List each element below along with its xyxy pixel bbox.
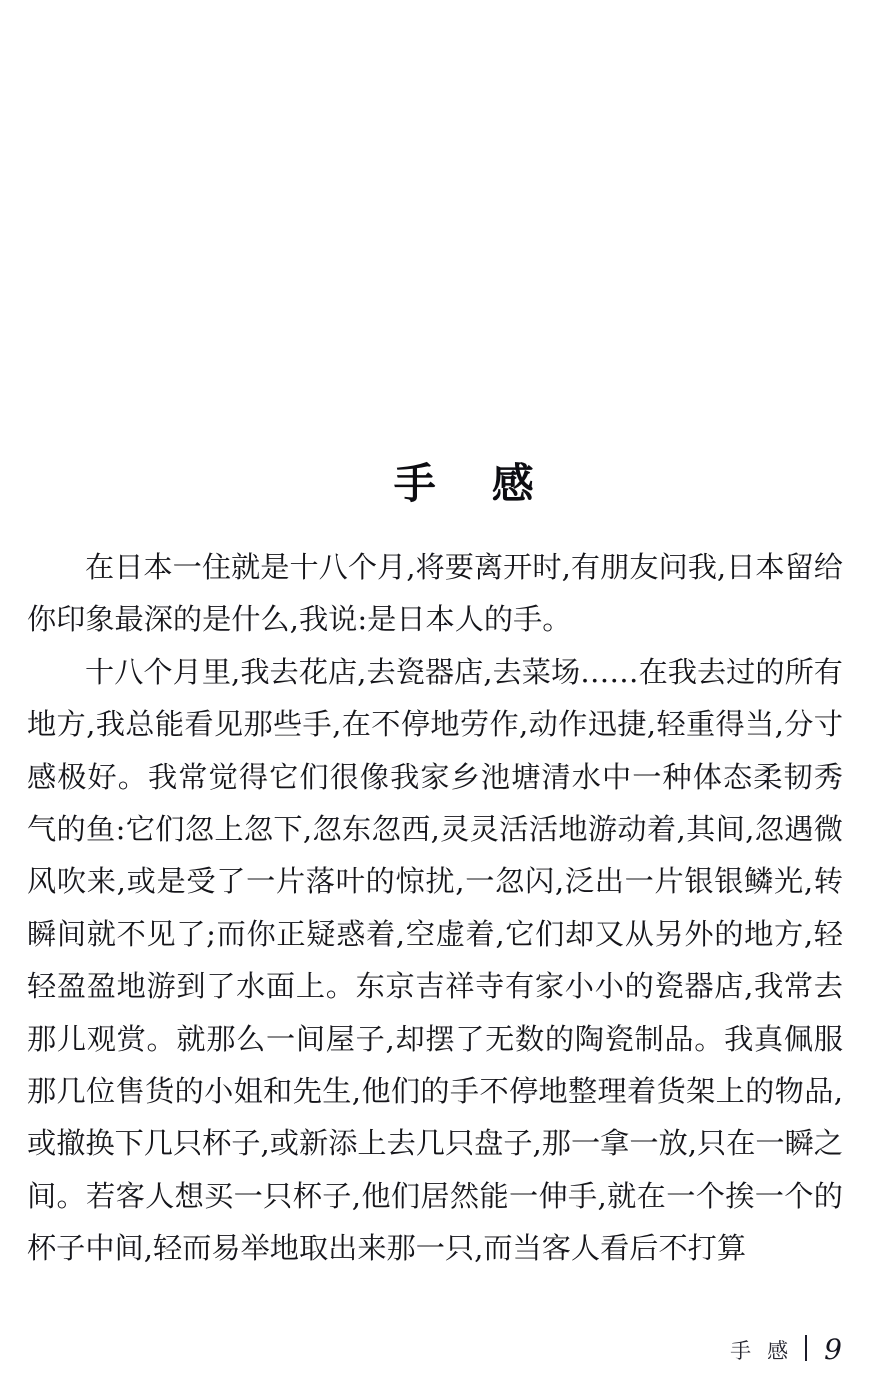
chapter-title [0,406,869,562]
page-footer [0,1333,842,1366]
paragraph-1-text: 在日本一住就是十八个月,将要离开时,有朋友问我,日本留给你印象最深的是什么,我说:是日本人的手。 [27,550,843,637]
paragraph-2-text: 十八个月里,我去花店,去瓷器店,去菜场……在我去过的所有地方,我总能看见那些手,在不停地劳作,动作迅捷,轻重得当,分寸感极好。我常觉得它们很像我家乡池塘清水中一种体态柔韧秀气的鱼:它们忽上忽下,忽东忽西,灵灵活活地游动着,其间,忽遇微风吹来,或是受了一片落叶的惊扰,一忽闪,泛出一片银银鳞光,转瞬间就不见了;而你正疑惑着,空虚着,它们却又从另外的地方,轻轻盈盈地游到了水面上。东京吉祥寺有家小小的瓷器店,我常去那儿观赏。就那么一间屋子,却摆了无数的陶瓷制品。我真佩服那几位售货的小姐和先生,他们的手不停地整理着货架上的物品,或撤换下几只杯子,或新添上去几只盘子,那一拿一放,只在一瞬之间。若客人想买一只杯子,他们居然能一伸手,就在一个挨一个的杯子中间,轻而易举地取出来那一只,而当客人看后不打算 [27,654,843,1266]
paragraph-1 [27,541,843,646]
footer-running-head-char-1: 手 [730,1338,752,1363]
footer-running-head-char-2: 感 [767,1338,789,1363]
chapter-title-char-2: 感 [491,459,534,509]
page-number: 9 [824,1333,842,1366]
footer-separator-bar [805,1335,807,1361]
body-text-block [27,541,843,1275]
footer-running-head [730,1339,788,1363]
paragraph-2 [27,646,843,1275]
chapter-title-char-1: 手 [393,459,436,509]
